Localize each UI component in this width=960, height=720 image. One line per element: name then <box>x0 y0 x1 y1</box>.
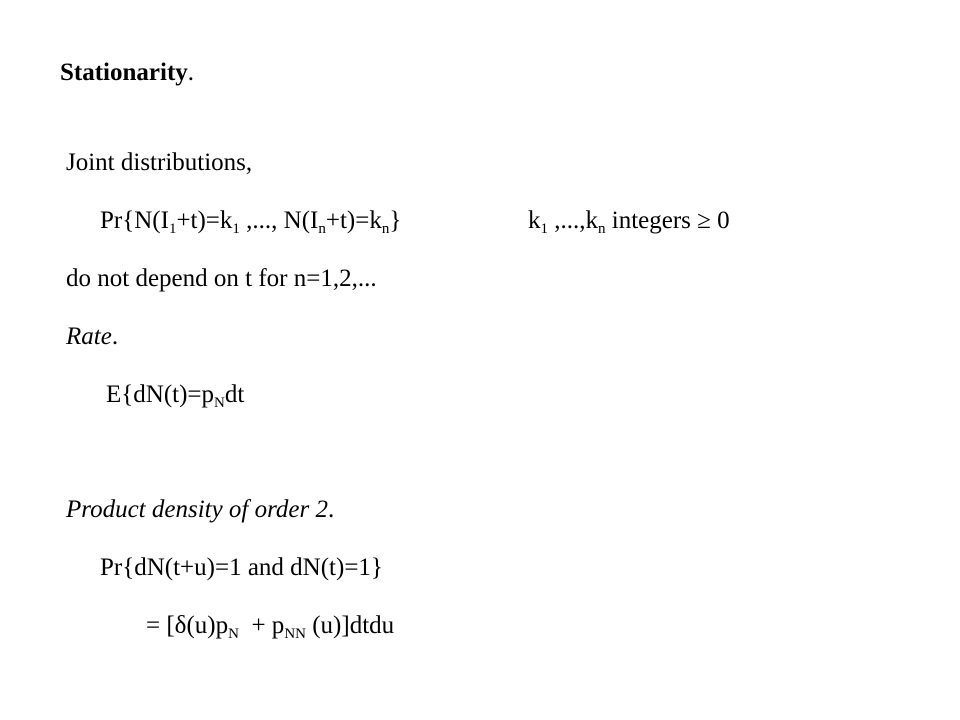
stationarity-formula <box>100 206 401 236</box>
integer-constraint <box>528 206 730 236</box>
rate-formula-subscript: N <box>214 395 225 411</box>
pd-formula-subscript: NN <box>284 626 306 642</box>
formula-subscript: 1 <box>232 221 240 237</box>
rate-formula <box>106 380 244 410</box>
title-text: Stationarity <box>60 59 188 86</box>
joint-distributions-label <box>66 148 252 178</box>
title-period: . <box>187 59 195 86</box>
pd-formula-part: = [δ(u)p <box>146 612 229 639</box>
constraint-part: integers ≥ 0 <box>605 207 730 234</box>
product-density-heading-text: Product density of order 2 <box>66 496 328 523</box>
constraint-subscript: n <box>598 221 606 237</box>
formula-subscript: n <box>318 221 326 237</box>
slide-title <box>60 58 194 88</box>
formula-part: } <box>389 207 402 234</box>
constraint-part: ,...,k <box>548 207 598 234</box>
product-density-formula-line1 <box>100 553 383 583</box>
product-density-formula-text: Pr{dN(t+u)=1 and dN(t)=1} <box>100 554 383 581</box>
formula-part: ,..., N(I <box>239 207 319 234</box>
rate-formula-part: dt <box>224 381 245 408</box>
formula-part: +t)=k <box>176 207 233 234</box>
formula-part: +t)=k <box>325 207 382 234</box>
pd-formula-subscript: N <box>228 626 239 642</box>
rate-heading-text: Rate <box>66 323 112 350</box>
rate-heading <box>66 322 118 352</box>
product-density-heading <box>66 495 334 525</box>
pd-formula-part: + p <box>238 612 285 639</box>
formula-subscript: n <box>381 221 390 237</box>
rate-period: . <box>111 323 119 350</box>
stationarity-conclusion <box>66 264 377 294</box>
product-density-period: . <box>328 496 335 523</box>
rate-formula-part: E{dN(t)=p <box>106 381 215 408</box>
product-density-formula-line2 <box>146 611 394 641</box>
constraint-part: k <box>528 207 541 234</box>
pd-formula-part: (u)]dtdu <box>305 612 395 639</box>
formula-part: Pr{N(I <box>100 207 169 234</box>
conclusion-text: do not depend on t for n=1,2,... <box>66 265 377 292</box>
joint-distributions-text: Joint distributions, <box>66 149 253 176</box>
constraint-subscript: 1 <box>540 221 548 237</box>
formula-subscript: 1 <box>168 221 177 237</box>
